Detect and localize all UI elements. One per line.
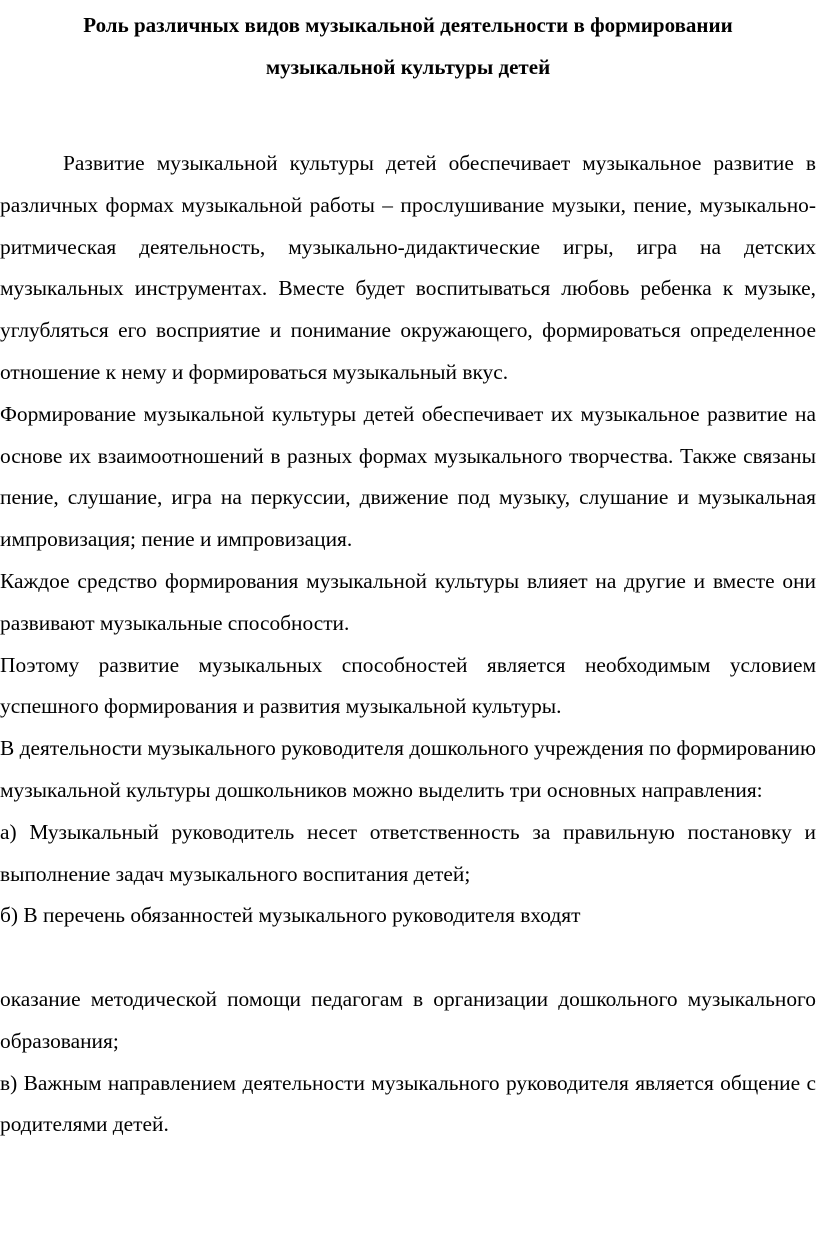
title-line-1: Роль различных видов музыкальной деятельности в формировании — [83, 13, 733, 37]
document-page — [0, 4, 816, 1146]
title-line-2: музыкальной культуры детей — [265, 55, 551, 79]
paragraph-directions: В деятельности музыкального руководителя дошкольного учреждения по формированию музыкальной культуры дошкольников можно выделить три основных направления: — [0, 736, 816, 802]
blank-line — [0, 937, 816, 979]
paragraph-intro: Развитие музыкальной культуры детей обеспечивает музыкальное развитие в различных формах музыкальной работы – прослушивание музыки, пение, музыкально-ритмическая деятельность, музыкально-дидактические игры, игра на детских музыкальных инструментах. Вместе будет воспитываться любовь ребенка к музыке, углубляться его восприятие и понимание окружающего, формироваться определенное отношение к нему и формироваться музыкальный вкус. — [0, 151, 816, 384]
document-title — [0, 4, 816, 88]
list-item-b: б) В перечень обязанностей музыкального руководителя входят — [0, 903, 581, 928]
paragraph-means: Каждое средство формирования музыкальной культуры влияет на другие и вместе они развивают музыкальные способности. — [0, 568, 816, 635]
list-item-c: в) Важным направлением деятельности музыкального руководителя является общение с родителями детей. — [0, 1070, 816, 1137]
paragraph-abilities: Поэтому развитие музыкальных способностей является необходимым условием успешного формирования и развития музыкальной культуры. — [0, 652, 816, 719]
document-body — [0, 143, 816, 1146]
paragraph-methodical-help: оказание методической помощи педагогам в организации дошкольного музыкального образования; — [0, 986, 816, 1053]
paragraph-formation: Формирование музыкальной культуры детей обеспечивает их музыкальное развитие на основе их взаимоотношений в разных формах музыкального творчества. Также связаны пение, слушание, игра на перкуссии, движение под музыку, слушание и музыкальная импровизация; пение и импровизация. — [0, 401, 816, 552]
list-item-a: а) Музыкальный руководитель несет ответственность за правильную постановку и выполнение задач музыкального воспитания детей; — [0, 819, 816, 886]
